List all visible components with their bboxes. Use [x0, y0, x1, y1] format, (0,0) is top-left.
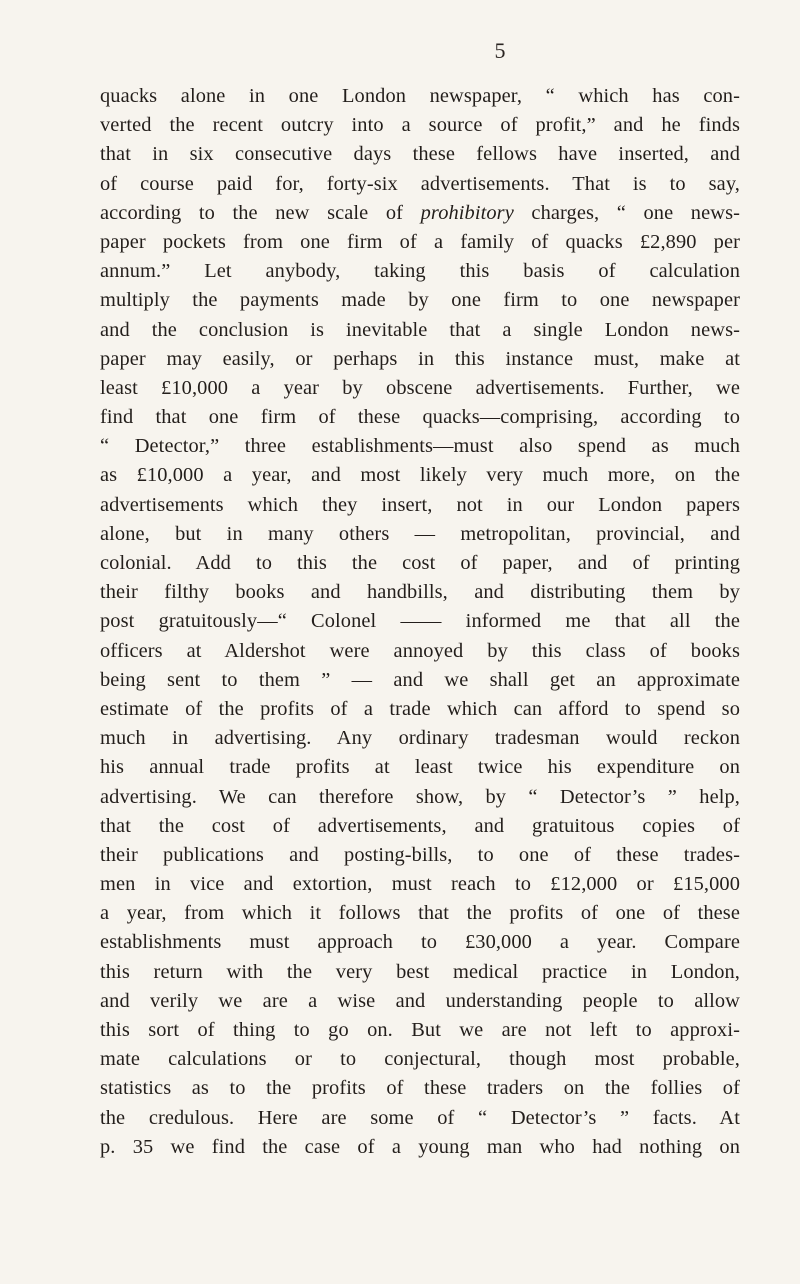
text-line: according to the new scale of prohibitory charges, “ one news-	[100, 201, 740, 224]
text-line: the credulous. Here are some of “ Detector’s ” facts. At	[100, 1106, 740, 1129]
text-line: paper pockets from one firm of a family of quacks £2,890 per	[100, 230, 740, 253]
text-line: men in vice and extortion, must reach to £12,000 or £15,000	[100, 873, 740, 896]
text-line: annum.” Let anybody, taking this basis of calculation	[100, 260, 740, 283]
text-line: their publications and posting-bills, to one of these trades-	[100, 843, 740, 866]
text-line: their filthy books and handbills, and distributing them by	[100, 581, 740, 604]
text-line: verted the recent outcry into a source of profit,” and he finds	[100, 114, 740, 137]
text-line: and the conclusion is inevitable that a single London news-	[100, 318, 740, 341]
text-line: alone, but in many others — metropolitan, provincial, and	[100, 522, 740, 545]
text-line: estimate of the profits of a trade which can afford to spend so	[100, 697, 740, 720]
text-line: advertising. We can therefore show, by “ Detector’s ” help,	[100, 785, 740, 808]
text-line: that in six consecutive days these fellows have inserted, and	[100, 143, 740, 166]
text-line: post gratuitously—“ Colonel —— informed me that all the	[100, 610, 740, 633]
text-line: advertisements which they insert, not in our London papers	[100, 493, 740, 516]
text-line: colonial. Add to this the cost of paper, and of printing	[100, 552, 740, 574]
page-number: 5	[494, 38, 506, 63]
text-line: this return with the very best medical practice in London,	[100, 960, 740, 983]
text-line: and verily we are a wise and understanding people to allow	[100, 989, 740, 1012]
text-line: that the cost of advertisements, and gratuitous copies of	[100, 814, 740, 837]
text-line: as £10,000 a year, and most likely very much more, on the	[100, 464, 740, 487]
text-line: paper may easily, or perhaps in this instance must, make at	[100, 347, 740, 370]
text-line: quacks alone in one London newspaper, “ which has con-	[100, 85, 740, 107]
text-line: establishments must approach to £30,000 a year. Compare	[100, 931, 740, 954]
emphasis-text: prohibitory	[420, 201, 514, 224]
text-line: being sent to them ” — and we shall get an approximate	[100, 668, 740, 691]
text-line: officers at Aldershot were annoyed by this class of books	[100, 639, 740, 662]
text-line: p. 35 we find the case of a young man who had nothing on	[100, 1135, 740, 1158]
body-text	[100, 82, 740, 1162]
text-line: of course paid for, forty-six advertisements. That is to say,	[100, 172, 740, 195]
text-line: mate calculations or to conjectural, though most probable,	[100, 1048, 740, 1071]
text-line: find that one firm of these quacks—comprising, according to	[100, 406, 740, 429]
text-line: his annual trade profits at least twice his expenditure on	[100, 756, 740, 779]
text-line: a year, from which it follows that the profits of one of these	[100, 902, 740, 925]
text-line: least £10,000 a year by obscene advertisements. Further, we	[100, 376, 740, 399]
text-line: multiply the payments made by one firm to one newspaper	[100, 289, 740, 312]
text-line: this sort of thing to go on. But we are not left to approxi-	[100, 1019, 740, 1041]
text-line: statistics as to the profits of these traders on the follies of	[100, 1077, 740, 1100]
text-line: “ Detector,” three establishments—must also spend as much	[100, 435, 740, 458]
text-line: much in advertising. Any ordinary tradesman would reckon	[100, 727, 740, 750]
